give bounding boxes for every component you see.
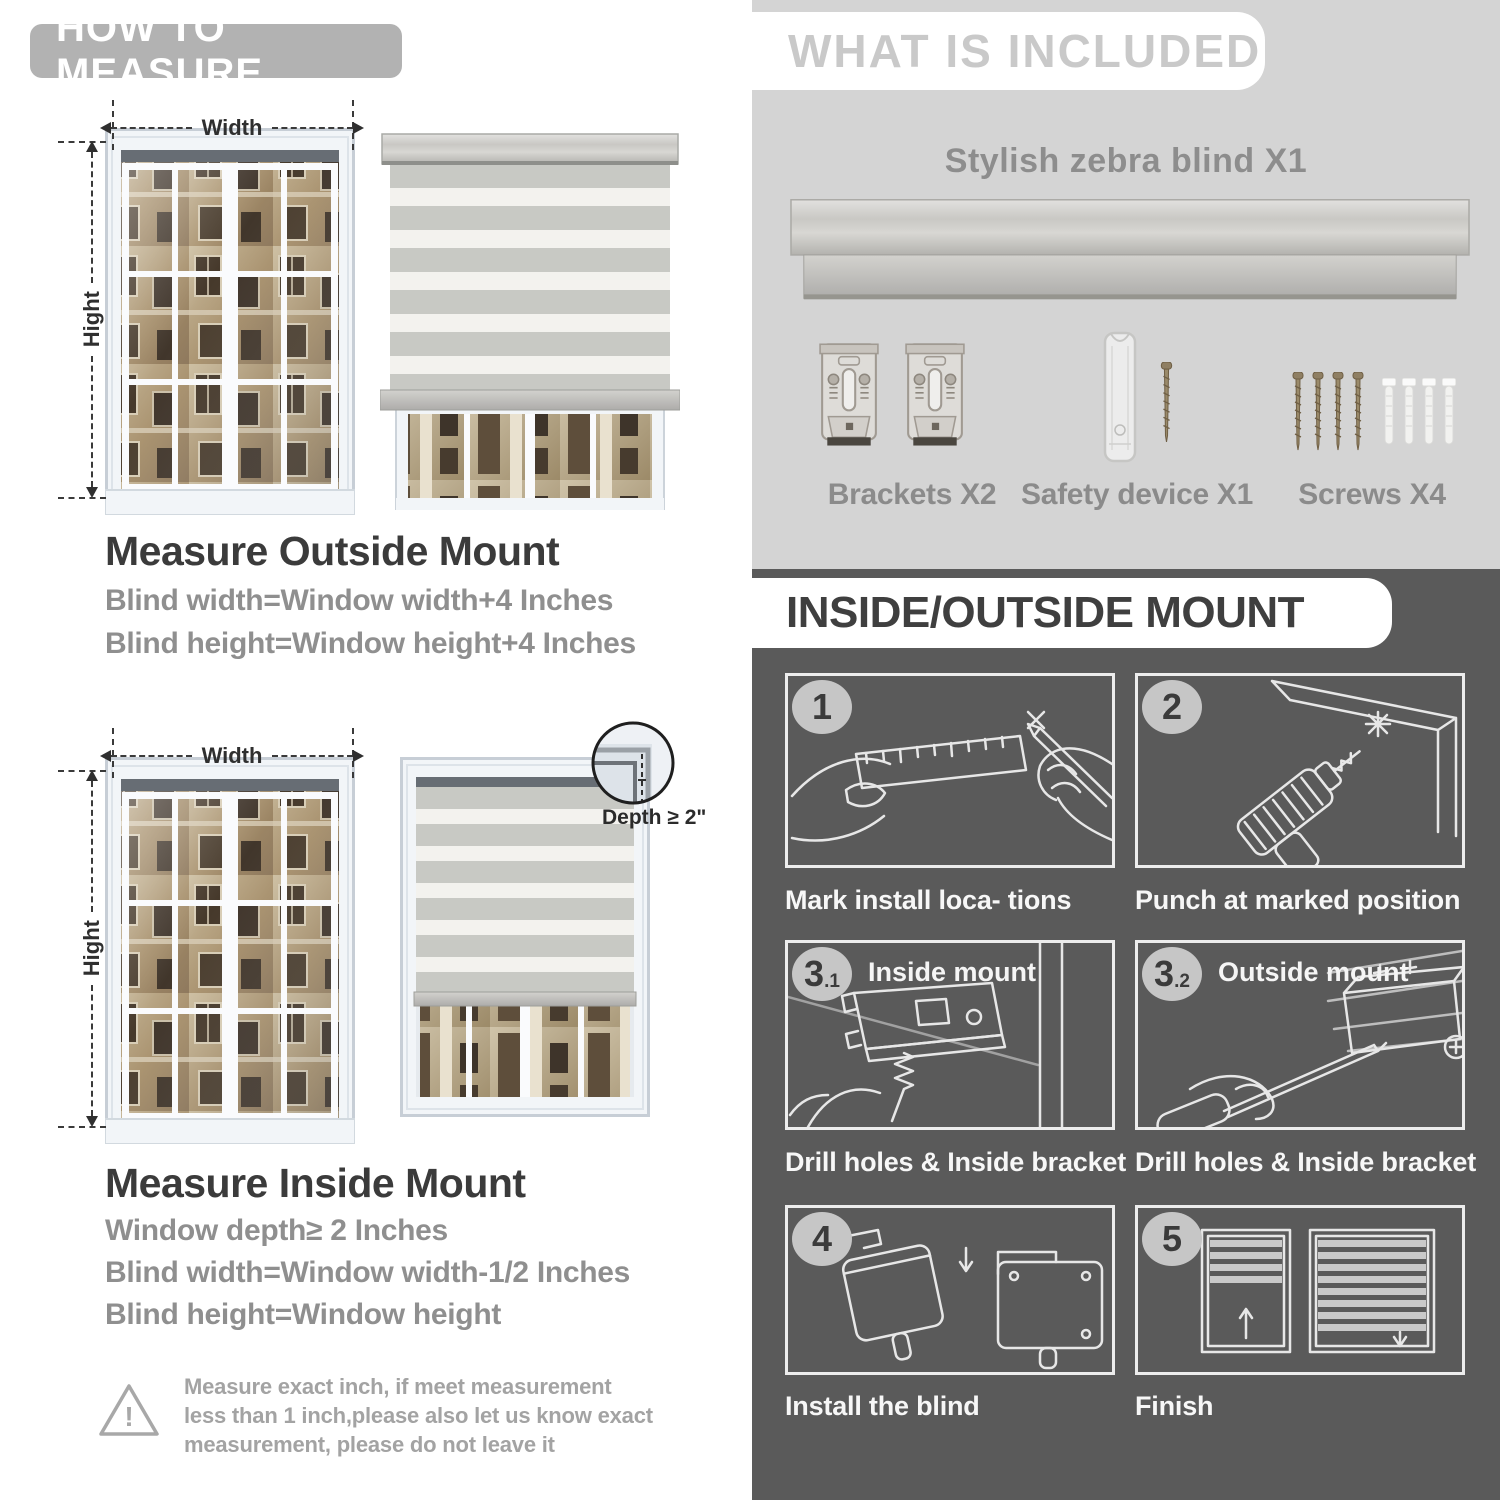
arrow-right-icon xyxy=(353,122,364,134)
step-panel-3-2 xyxy=(1135,940,1465,1130)
step-number-badge: 3 .1 xyxy=(792,947,852,1001)
step-caption-3-1: Drill holes & Inside bracket xyxy=(785,1147,1127,1177)
how-to-measure-title: HOW TO MEASURE xyxy=(56,6,264,95)
arrow-up-icon xyxy=(86,141,98,152)
step-caption-1: Mark install loca- tions xyxy=(785,885,1072,915)
step-panel-3-1 xyxy=(785,940,1115,1130)
screw-icon xyxy=(1160,362,1173,446)
step-panel-2 xyxy=(1135,673,1465,868)
screw-icon xyxy=(1292,372,1304,454)
step-caption-2: Punch at marked position xyxy=(1135,885,1461,915)
outside-mount-panel-title: Outside mount xyxy=(1218,957,1409,987)
arrow-down-icon xyxy=(86,1116,98,1127)
step-panel-5 xyxy=(1135,1205,1465,1375)
inside-mount-panel-title: Inside mount xyxy=(868,957,1036,987)
bracket-icon xyxy=(904,336,966,460)
arrow-up-icon xyxy=(86,770,98,781)
what-is-included-section xyxy=(752,0,1500,569)
depth-label: Depth ≥ 2" xyxy=(602,806,707,829)
screw-icon xyxy=(1352,372,1364,454)
brackets-label: Brackets X2 xyxy=(827,478,997,511)
screw-icon xyxy=(1312,372,1324,454)
inside-mount-heading: Measure Inside Mount xyxy=(105,1160,526,1206)
depth-magnifier-icon xyxy=(588,718,678,808)
warning-triangle-icon xyxy=(96,1380,162,1442)
inside-mount-rule-2: Blind width=Window width-1/2 Inches xyxy=(105,1256,631,1289)
inside-mount-rule-1: Window depth≥ 2 Inches xyxy=(105,1214,448,1247)
inside-outside-mount-section xyxy=(752,569,1500,1500)
arrow-right-icon xyxy=(353,750,364,762)
safety-device-icon xyxy=(1100,330,1140,464)
wall-anchor-icon xyxy=(1402,378,1416,450)
window-photo-inside xyxy=(105,757,355,1144)
step-number-badge: 1 xyxy=(792,680,852,734)
step-caption-4: Install the blind xyxy=(785,1391,980,1421)
arrow-left-icon xyxy=(100,750,111,762)
width-label: Width xyxy=(201,115,263,140)
outside-mount-heading: Measure Outside Mount xyxy=(105,528,560,574)
height-dimension-outside xyxy=(79,141,104,498)
wall-anchor-icon xyxy=(1442,378,1456,450)
blind-item-title: Stylish zebra blind X1 xyxy=(944,142,1308,180)
bracket-icon xyxy=(818,336,880,460)
screw-icon xyxy=(1332,372,1344,454)
window-photo-outside xyxy=(105,128,355,515)
screws-label: Screws X4 xyxy=(1298,478,1446,511)
step-caption-5: Finish xyxy=(1135,1391,1214,1421)
what-is-included-title: WHAT IS INCLUDED xyxy=(788,25,1262,77)
arrow-left-icon xyxy=(100,122,111,134)
height-label: Hight xyxy=(79,920,104,977)
step-number-badge: 4 xyxy=(792,1212,852,1266)
step-number-badge: 5 xyxy=(1142,1212,1202,1266)
height-dimension-inside xyxy=(79,770,104,1127)
inside-outside-mount-banner xyxy=(752,578,1392,648)
safety-device-label: Safety device X1 xyxy=(1020,478,1253,511)
height-label: Hight xyxy=(79,291,104,348)
step-panel-4 xyxy=(785,1205,1115,1375)
measure-note: Measure exact inch, if meet measurement less than 1 inch,please also let us know exact measurement, please do not leave it xyxy=(184,1374,653,1457)
outside-mount-rule-2: Blind height=Window height+4 Inches xyxy=(105,627,636,660)
step-number-badge: 3 .2 xyxy=(1142,947,1202,1001)
zebra-blind-headrail xyxy=(790,198,1470,306)
inside-outside-mount-title: INSIDE/OUTSIDE MOUNT xyxy=(786,588,1305,637)
wall-anchor-icon xyxy=(1382,378,1396,450)
width-dimension-inside xyxy=(100,743,364,769)
outside-mount-rule-1: Blind width=Window width+4 Inches xyxy=(105,584,614,617)
width-dimension-outside xyxy=(100,115,364,141)
arrow-down-icon xyxy=(86,487,98,498)
wall-anchor-icon xyxy=(1422,378,1436,450)
zebra-blind-outside-mount xyxy=(380,120,680,510)
how-to-measure-banner xyxy=(30,6,402,95)
inside-mount-rule-3: Blind height=Window height xyxy=(105,1298,502,1331)
width-label: Width xyxy=(201,743,263,768)
step-number-badge: 2 xyxy=(1142,680,1202,734)
what-is-included-banner xyxy=(752,12,1265,90)
step-caption-3-2: Drill holes & Inside bracket xyxy=(1135,1147,1477,1177)
step-panel-1 xyxy=(785,673,1115,868)
